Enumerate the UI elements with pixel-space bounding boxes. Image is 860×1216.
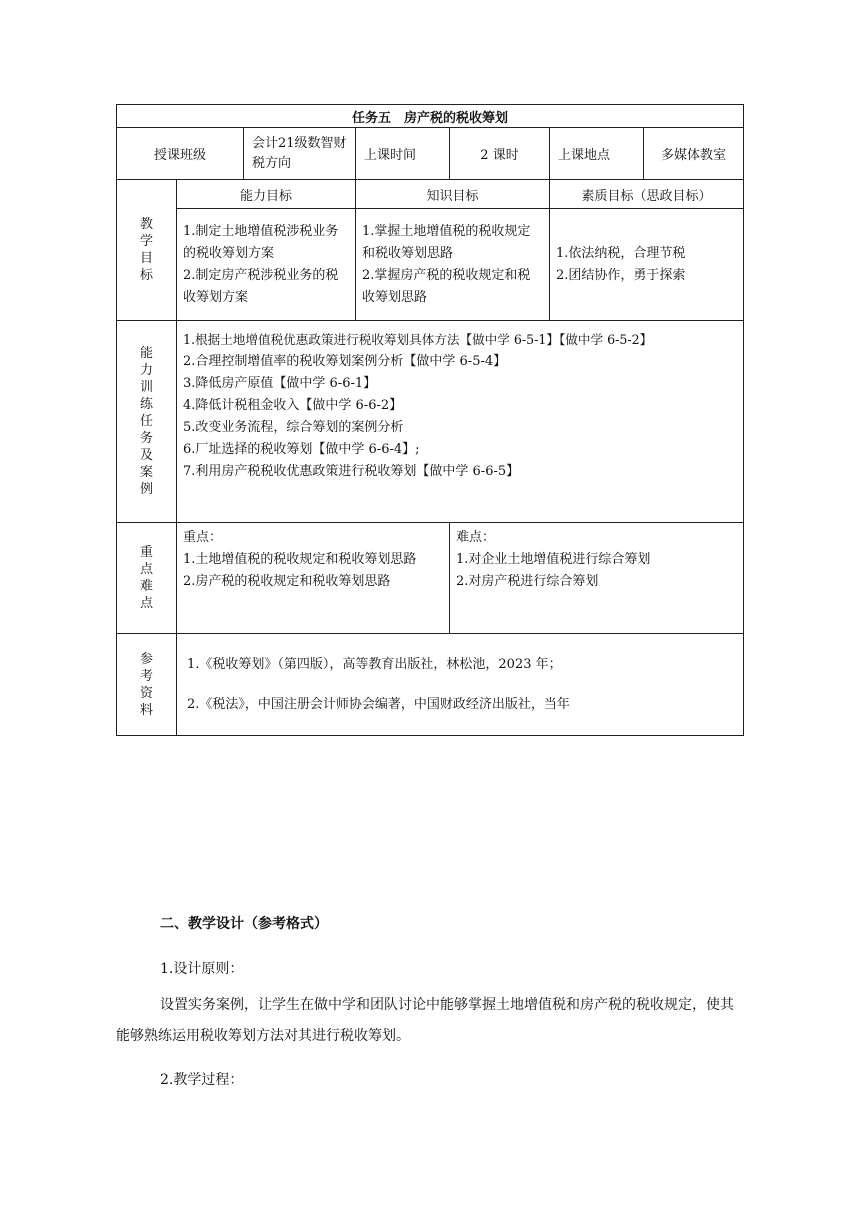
list-item: 1.掌握土地增值税的税收规定和税收筹划思路 bbox=[362, 223, 531, 261]
focus-points: 重点： 1.土地增值税的税收规定和税收筹划思路 2.房产税的税收规定和税收筹划思路 bbox=[177, 523, 450, 634]
difficulty-points: 难点： 1.对企业土地增值税进行综合筹划 2.对房产税进行综合筹划 bbox=[450, 523, 744, 634]
goals-row-label: 教 学 目 标 bbox=[117, 180, 177, 321]
list-item: 1.《税收筹划》（第四版），高等教育出版社，林松池，2023 年； bbox=[187, 656, 562, 672]
tasks-row-label: 能 力 训 练 任 务 及 案 例 bbox=[117, 321, 177, 523]
list-item: 1.依法纳税，合理节税 bbox=[556, 245, 686, 261]
quality-goal-header: 素质目标（思政目标） bbox=[550, 180, 744, 209]
list-item: 2.团结协作，勇于探索 bbox=[556, 267, 686, 283]
class-value: 会计21级数智财税方向 bbox=[244, 128, 356, 180]
refs-row-label: 参 考 资 料 bbox=[117, 634, 177, 736]
list-item: 6.厂址选择的税收筹划【做中学 6-6-4】; bbox=[183, 442, 420, 457]
principle-paragraph: 设置实务案例，让学生在做中学和团队讨论中能够掌握土地增值税和房产税的税收规定，使其能够熟练运用税收筹划方法对其进行税收筹划。 bbox=[116, 997, 734, 1044]
list-item: 2.制定房产税涉税业务的税收筹划方案 bbox=[183, 267, 339, 305]
ability-goals bbox=[177, 209, 356, 321]
list-item: 2.房产税的税收规定和税收筹划思路 bbox=[183, 574, 391, 589]
list-item: 4.降低计税租金收入【做中学 6-6-2】 bbox=[183, 398, 403, 413]
list-item: 2.对房产税进行综合筹划 bbox=[456, 574, 599, 589]
list-item: 2.掌握房产税的税收规定和税收筹划思路 bbox=[362, 267, 531, 305]
list-item: 2.合理控制增值率的税收筹划案例分析【做中学 6-5-4】 bbox=[183, 354, 507, 369]
list-item: 1.制定土地增值税涉税业务的税收筹划方案 bbox=[183, 223, 339, 261]
list-item: 1.根据土地增值税优惠政策进行税收筹划具体方法【做中学 6-5-1】【做中学 6-5-2】 bbox=[183, 332, 653, 347]
table-title: 任务五 房产税的税收筹划 bbox=[117, 105, 744, 128]
references bbox=[177, 634, 744, 736]
quality-goals bbox=[550, 209, 744, 321]
process-label: 2.教学过程： bbox=[160, 1072, 244, 1088]
key-row-label: 重 点 难 点 bbox=[117, 523, 177, 634]
list-item: 1.土地增值税的税收规定和税收筹划思路 bbox=[183, 552, 417, 567]
tasks-list bbox=[177, 321, 744, 523]
list-item: 2.《税法》，中国注册会计师协会编著，中国财政经济出版社，当年 bbox=[187, 696, 570, 712]
time-value: 2 课时 bbox=[450, 128, 550, 180]
lesson-plan-table bbox=[116, 104, 744, 736]
principle-label: 1.设计原则： bbox=[160, 961, 244, 977]
list-item: 7.利用房产税税收优惠政策进行税收筹划【做中学 6-6-5】 bbox=[183, 464, 520, 479]
knowledge-goal-header: 知识目标 bbox=[356, 180, 550, 209]
list-item: 3.降低房产原值【做中学 6-6-1】 bbox=[183, 376, 377, 391]
place-value: 多媒体教室 bbox=[644, 128, 744, 180]
section-heading: 二、教学设计（参考格式） bbox=[160, 916, 328, 932]
time-label: 上课时间 bbox=[356, 128, 450, 180]
ability-goal-header: 能力目标 bbox=[177, 180, 356, 209]
knowledge-goals bbox=[356, 209, 550, 321]
list-item: 5.改变业务流程，综合筹划的案例分析 bbox=[183, 420, 404, 435]
list-item: 1.对企业土地增值税进行综合筹划 bbox=[456, 552, 651, 567]
class-label: 授课班级 bbox=[117, 128, 244, 180]
place-label: 上课地点 bbox=[550, 128, 644, 180]
